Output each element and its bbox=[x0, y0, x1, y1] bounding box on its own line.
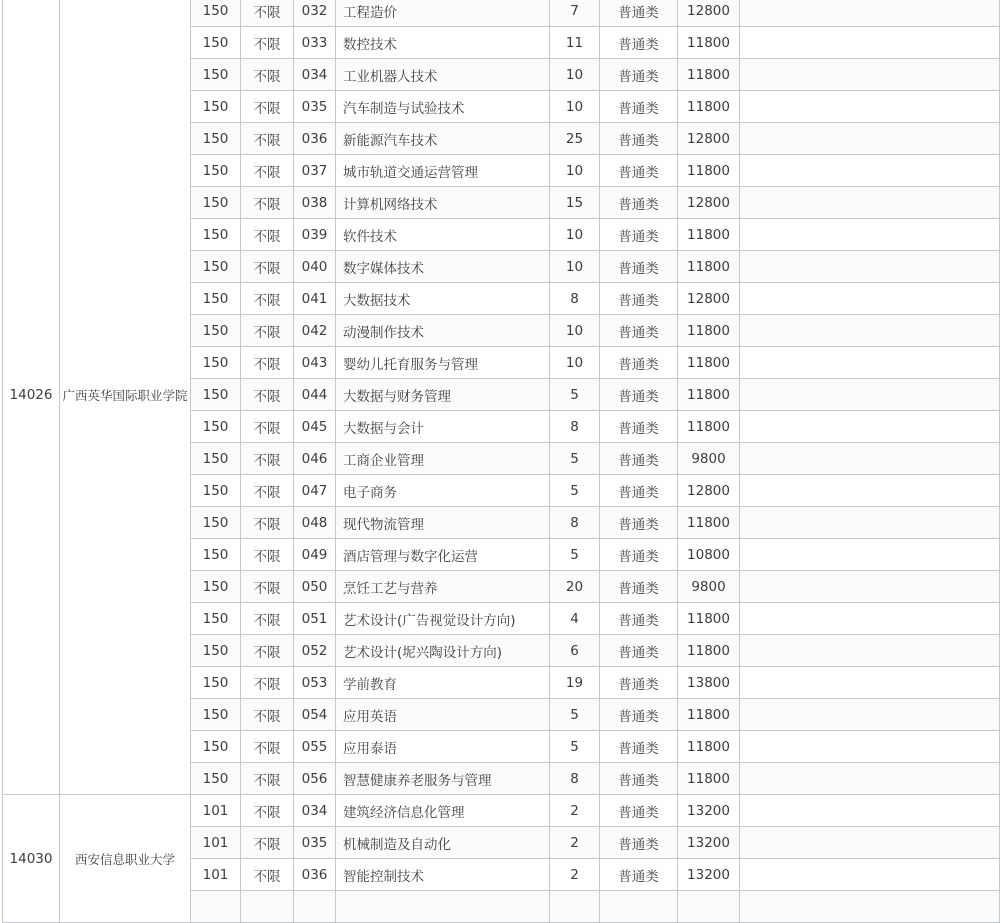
tuition-fee-cell: 11800 bbox=[678, 763, 740, 795]
major-name-cell: 城市轨道交通运营管理 bbox=[336, 155, 550, 187]
category-cell: 普通类 bbox=[600, 315, 678, 347]
subject-requirement-cell: 不限 bbox=[241, 91, 294, 123]
category-cell: 普通类 bbox=[600, 699, 678, 731]
major-code-cell: 053 bbox=[294, 667, 336, 699]
major-name-cell: 新能源汽车技术 bbox=[336, 123, 550, 155]
subject-requirement-cell: 不限 bbox=[241, 795, 294, 827]
subject-requirement-cell: 不限 bbox=[241, 763, 294, 795]
major-name-cell: 数控技术 bbox=[336, 27, 550, 59]
category-cell: 普通类 bbox=[600, 763, 678, 795]
tuition-fee-cell: 12800 bbox=[678, 283, 740, 315]
school-code-cell: 14026 bbox=[3, 0, 60, 795]
remark-cell bbox=[740, 187, 1000, 219]
major-code-cell: 034 bbox=[294, 59, 336, 91]
tuition-fee-cell: 12800 bbox=[678, 123, 740, 155]
subject-requirement-cell: 不限 bbox=[241, 155, 294, 187]
remark-cell bbox=[740, 731, 1000, 763]
enroll-count-cell: 10 bbox=[550, 155, 600, 187]
category-cell: 普通类 bbox=[600, 859, 678, 891]
major-name-cell bbox=[336, 891, 550, 923]
enroll-count-cell: 5 bbox=[550, 443, 600, 475]
tuition-fee-cell: 13200 bbox=[678, 859, 740, 891]
category-cell: 普通类 bbox=[600, 731, 678, 763]
remark-cell bbox=[740, 603, 1000, 635]
tuition-fee-cell: 11800 bbox=[678, 347, 740, 379]
major-code-cell: 035 bbox=[294, 827, 336, 859]
major-code-cell: 050 bbox=[294, 571, 336, 603]
plan-total-cell: 150 bbox=[191, 155, 241, 187]
category-cell: 普通类 bbox=[600, 827, 678, 859]
plan-total-cell: 150 bbox=[191, 475, 241, 507]
category-cell: 普通类 bbox=[600, 219, 678, 251]
major-code-cell: 054 bbox=[294, 699, 336, 731]
remark-cell bbox=[740, 155, 1000, 187]
plan-total-cell: 150 bbox=[191, 27, 241, 59]
enroll-count-cell: 2 bbox=[550, 859, 600, 891]
subject-requirement-cell: 不限 bbox=[241, 283, 294, 315]
major-name-cell: 大数据与财务管理 bbox=[336, 379, 550, 411]
category-cell: 普通类 bbox=[600, 283, 678, 315]
enroll-count-cell: 8 bbox=[550, 763, 600, 795]
major-code-cell: 044 bbox=[294, 379, 336, 411]
plan-total-cell: 150 bbox=[191, 187, 241, 219]
remark-cell bbox=[740, 795, 1000, 827]
category-cell: 普通类 bbox=[600, 507, 678, 539]
remark-cell bbox=[740, 411, 1000, 443]
subject-requirement-cell: 不限 bbox=[241, 219, 294, 251]
plan-total-cell: 150 bbox=[191, 699, 241, 731]
major-name-cell: 动漫制作技术 bbox=[336, 315, 550, 347]
subject-requirement-cell: 不限 bbox=[241, 443, 294, 475]
remark-cell bbox=[740, 891, 1000, 923]
major-code-cell: 037 bbox=[294, 155, 336, 187]
tuition-fee-cell: 11800 bbox=[678, 91, 740, 123]
subject-requirement-cell: 不限 bbox=[241, 603, 294, 635]
plan-total-cell: 150 bbox=[191, 91, 241, 123]
plan-total-cell: 101 bbox=[191, 859, 241, 891]
major-code-cell: 051 bbox=[294, 603, 336, 635]
category-cell: 普通类 bbox=[600, 475, 678, 507]
major-code-cell: 042 bbox=[294, 315, 336, 347]
category-cell bbox=[600, 891, 678, 923]
subject-requirement-cell: 不限 bbox=[241, 411, 294, 443]
plan-total-cell: 150 bbox=[191, 347, 241, 379]
remark-cell bbox=[740, 859, 1000, 891]
tuition-fee-cell: 11800 bbox=[678, 507, 740, 539]
enroll-count-cell: 4 bbox=[550, 603, 600, 635]
major-name-cell: 工商企业管理 bbox=[336, 443, 550, 475]
school-name-cell: 广西英华国际职业学院 bbox=[60, 0, 191, 795]
enroll-count-cell: 2 bbox=[550, 795, 600, 827]
remark-cell bbox=[740, 443, 1000, 475]
plan-total-cell: 150 bbox=[191, 763, 241, 795]
remark-cell bbox=[740, 635, 1000, 667]
plan-total-cell: 150 bbox=[191, 731, 241, 763]
enroll-count-cell: 15 bbox=[550, 187, 600, 219]
major-name-cell: 数字媒体技术 bbox=[336, 251, 550, 283]
subject-requirement-cell: 不限 bbox=[241, 379, 294, 411]
category-cell: 普通类 bbox=[600, 443, 678, 475]
remark-cell bbox=[740, 0, 1000, 27]
tuition-fee-cell: 11800 bbox=[678, 379, 740, 411]
subject-requirement-cell: 不限 bbox=[241, 251, 294, 283]
remark-cell bbox=[740, 315, 1000, 347]
major-code-cell: 048 bbox=[294, 507, 336, 539]
remark-cell bbox=[740, 827, 1000, 859]
plan-total-cell: 150 bbox=[191, 283, 241, 315]
major-name-cell: 计算机网络技术 bbox=[336, 187, 550, 219]
major-code-cell: 036 bbox=[294, 123, 336, 155]
tuition-fee-cell: 11800 bbox=[678, 155, 740, 187]
major-name-cell: 应用泰语 bbox=[336, 731, 550, 763]
remark-cell bbox=[740, 475, 1000, 507]
tuition-fee-cell: 13800 bbox=[678, 667, 740, 699]
category-cell: 普通类 bbox=[600, 123, 678, 155]
remark-cell bbox=[740, 507, 1000, 539]
plan-total-cell: 150 bbox=[191, 251, 241, 283]
enroll-count-cell: 8 bbox=[550, 283, 600, 315]
major-code-cell: 034 bbox=[294, 795, 336, 827]
enroll-count-cell: 5 bbox=[550, 699, 600, 731]
category-cell: 普通类 bbox=[600, 635, 678, 667]
tuition-fee-cell: 12800 bbox=[678, 475, 740, 507]
tuition-fee-cell: 9800 bbox=[678, 571, 740, 603]
major-code-cell: 039 bbox=[294, 219, 336, 251]
enroll-count-cell: 6 bbox=[550, 635, 600, 667]
plan-total-cell: 150 bbox=[191, 123, 241, 155]
subject-requirement-cell: 不限 bbox=[241, 123, 294, 155]
remark-cell bbox=[740, 123, 1000, 155]
enroll-count-cell: 5 bbox=[550, 379, 600, 411]
enroll-count-cell: 5 bbox=[550, 731, 600, 763]
major-name-cell: 艺术设计(广告视觉设计方向) bbox=[336, 603, 550, 635]
category-cell: 普通类 bbox=[600, 667, 678, 699]
tuition-fee-cell: 11800 bbox=[678, 315, 740, 347]
major-name-cell: 应用英语 bbox=[336, 699, 550, 731]
remark-cell bbox=[740, 27, 1000, 59]
remark-cell bbox=[740, 699, 1000, 731]
enroll-count-cell: 10 bbox=[550, 315, 600, 347]
enroll-count-cell: 10 bbox=[550, 219, 600, 251]
plan-total-cell: 101 bbox=[191, 795, 241, 827]
subject-requirement-cell: 不限 bbox=[241, 0, 294, 27]
category-cell: 普通类 bbox=[600, 539, 678, 571]
major-code-cell: 056 bbox=[294, 763, 336, 795]
enroll-count-cell: 8 bbox=[550, 411, 600, 443]
major-code-cell: 036 bbox=[294, 859, 336, 891]
plan-total-cell: 150 bbox=[191, 603, 241, 635]
major-code-cell: 047 bbox=[294, 475, 336, 507]
tuition-fee-cell: 12800 bbox=[678, 0, 740, 27]
plan-total-cell: 150 bbox=[191, 443, 241, 475]
tuition-fee-cell: 11800 bbox=[678, 59, 740, 91]
enroll-count-cell: 10 bbox=[550, 251, 600, 283]
major-code-cell: 038 bbox=[294, 187, 336, 219]
subject-requirement-cell: 不限 bbox=[241, 475, 294, 507]
enroll-count-cell: 8 bbox=[550, 507, 600, 539]
category-cell: 普通类 bbox=[600, 379, 678, 411]
major-code-cell bbox=[294, 891, 336, 923]
major-code-cell: 040 bbox=[294, 251, 336, 283]
enroll-count-cell: 19 bbox=[550, 667, 600, 699]
major-code-cell: 046 bbox=[294, 443, 336, 475]
enroll-count-cell: 25 bbox=[550, 123, 600, 155]
remark-cell bbox=[740, 379, 1000, 411]
school-code-cell: 14030 bbox=[3, 795, 60, 923]
major-code-cell: 035 bbox=[294, 91, 336, 123]
table-row bbox=[3, 795, 1000, 827]
category-cell: 普通类 bbox=[600, 347, 678, 379]
major-code-cell: 041 bbox=[294, 283, 336, 315]
major-name-cell: 机械制造及自动化 bbox=[336, 827, 550, 859]
enrollment-table-body bbox=[3, 0, 1000, 923]
plan-total-cell: 150 bbox=[191, 315, 241, 347]
category-cell: 普通类 bbox=[600, 91, 678, 123]
tuition-fee-cell: 11800 bbox=[678, 411, 740, 443]
major-code-cell: 033 bbox=[294, 27, 336, 59]
major-code-cell: 055 bbox=[294, 731, 336, 763]
major-name-cell: 现代物流管理 bbox=[336, 507, 550, 539]
subject-requirement-cell bbox=[241, 891, 294, 923]
remark-cell bbox=[740, 219, 1000, 251]
plan-total-cell: 150 bbox=[191, 571, 241, 603]
tuition-fee-cell: 11800 bbox=[678, 219, 740, 251]
plan-total-cell: 150 bbox=[191, 379, 241, 411]
tuition-fee-cell bbox=[678, 891, 740, 923]
tuition-fee-cell: 11800 bbox=[678, 27, 740, 59]
subject-requirement-cell: 不限 bbox=[241, 59, 294, 91]
subject-requirement-cell: 不限 bbox=[241, 507, 294, 539]
plan-total-cell: 150 bbox=[191, 59, 241, 91]
major-name-cell: 艺术设计(坭兴陶设计方向) bbox=[336, 635, 550, 667]
major-name-cell: 大数据与会计 bbox=[336, 411, 550, 443]
enrollment-table bbox=[2, 0, 1000, 923]
enroll-count-cell: 10 bbox=[550, 91, 600, 123]
category-cell: 普通类 bbox=[600, 251, 678, 283]
category-cell: 普通类 bbox=[600, 27, 678, 59]
remark-cell bbox=[740, 251, 1000, 283]
subject-requirement-cell: 不限 bbox=[241, 571, 294, 603]
enroll-count-cell: 2 bbox=[550, 827, 600, 859]
remark-cell bbox=[740, 571, 1000, 603]
category-cell: 普通类 bbox=[600, 0, 678, 27]
major-name-cell: 工业机器人技术 bbox=[336, 59, 550, 91]
category-cell: 普通类 bbox=[600, 603, 678, 635]
subject-requirement-cell: 不限 bbox=[241, 731, 294, 763]
major-code-cell: 049 bbox=[294, 539, 336, 571]
tuition-fee-cell: 13200 bbox=[678, 795, 740, 827]
enroll-count-cell: 20 bbox=[550, 571, 600, 603]
plan-total-cell bbox=[191, 891, 241, 923]
major-code-cell: 052 bbox=[294, 635, 336, 667]
tuition-fee-cell: 11800 bbox=[678, 699, 740, 731]
category-cell: 普通类 bbox=[600, 155, 678, 187]
subject-requirement-cell: 不限 bbox=[241, 187, 294, 219]
subject-requirement-cell: 不限 bbox=[241, 635, 294, 667]
subject-requirement-cell: 不限 bbox=[241, 347, 294, 379]
major-name-cell: 烹饪工艺与营养 bbox=[336, 571, 550, 603]
school-name-cell: 西安信息职业大学 bbox=[60, 795, 191, 923]
major-name-cell: 酒店管理与数字化运营 bbox=[336, 539, 550, 571]
plan-total-cell: 150 bbox=[191, 507, 241, 539]
remark-cell bbox=[740, 91, 1000, 123]
enroll-count-cell: 10 bbox=[550, 347, 600, 379]
major-name-cell: 工程造价 bbox=[336, 0, 550, 27]
tuition-fee-cell: 9800 bbox=[678, 443, 740, 475]
plan-total-cell: 150 bbox=[191, 635, 241, 667]
major-code-cell: 045 bbox=[294, 411, 336, 443]
major-name-cell: 建筑经济信息化管理 bbox=[336, 795, 550, 827]
plan-total-cell: 150 bbox=[191, 0, 241, 27]
tuition-fee-cell: 11800 bbox=[678, 635, 740, 667]
plan-total-cell: 150 bbox=[191, 411, 241, 443]
major-name-cell: 智能控制技术 bbox=[336, 859, 550, 891]
remark-cell bbox=[740, 347, 1000, 379]
major-code-cell: 032 bbox=[294, 0, 336, 27]
category-cell: 普通类 bbox=[600, 571, 678, 603]
subject-requirement-cell: 不限 bbox=[241, 699, 294, 731]
major-name-cell: 软件技术 bbox=[336, 219, 550, 251]
remark-cell bbox=[740, 763, 1000, 795]
category-cell: 普通类 bbox=[600, 59, 678, 91]
enroll-count-cell bbox=[550, 891, 600, 923]
subject-requirement-cell: 不限 bbox=[241, 667, 294, 699]
remark-cell bbox=[740, 59, 1000, 91]
tuition-fee-cell: 11800 bbox=[678, 251, 740, 283]
subject-requirement-cell: 不限 bbox=[241, 827, 294, 859]
remark-cell bbox=[740, 539, 1000, 571]
major-name-cell: 智慧健康养老服务与管理 bbox=[336, 763, 550, 795]
tuition-fee-cell: 10800 bbox=[678, 539, 740, 571]
major-name-cell: 汽车制造与试验技术 bbox=[336, 91, 550, 123]
remark-cell bbox=[740, 667, 1000, 699]
subject-requirement-cell: 不限 bbox=[241, 27, 294, 59]
category-cell: 普通类 bbox=[600, 795, 678, 827]
plan-total-cell: 150 bbox=[191, 539, 241, 571]
major-name-cell: 大数据技术 bbox=[336, 283, 550, 315]
tuition-fee-cell: 12800 bbox=[678, 187, 740, 219]
subject-requirement-cell: 不限 bbox=[241, 315, 294, 347]
plan-total-cell: 101 bbox=[191, 827, 241, 859]
enroll-count-cell: 5 bbox=[550, 539, 600, 571]
subject-requirement-cell: 不限 bbox=[241, 539, 294, 571]
major-code-cell: 043 bbox=[294, 347, 336, 379]
plan-total-cell: 150 bbox=[191, 667, 241, 699]
major-name-cell: 电子商务 bbox=[336, 475, 550, 507]
table-row bbox=[3, 0, 1000, 27]
plan-total-cell: 150 bbox=[191, 219, 241, 251]
enroll-count-cell: 10 bbox=[550, 59, 600, 91]
category-cell: 普通类 bbox=[600, 187, 678, 219]
tuition-fee-cell: 11800 bbox=[678, 731, 740, 763]
category-cell: 普通类 bbox=[600, 411, 678, 443]
remark-cell bbox=[740, 283, 1000, 315]
enroll-count-cell: 11 bbox=[550, 27, 600, 59]
enroll-count-cell: 5 bbox=[550, 475, 600, 507]
tuition-fee-cell: 13200 bbox=[678, 827, 740, 859]
major-name-cell: 婴幼儿托育服务与管理 bbox=[336, 347, 550, 379]
subject-requirement-cell: 不限 bbox=[241, 859, 294, 891]
tuition-fee-cell: 11800 bbox=[678, 603, 740, 635]
major-name-cell: 学前教育 bbox=[336, 667, 550, 699]
enroll-count-cell: 7 bbox=[550, 0, 600, 27]
